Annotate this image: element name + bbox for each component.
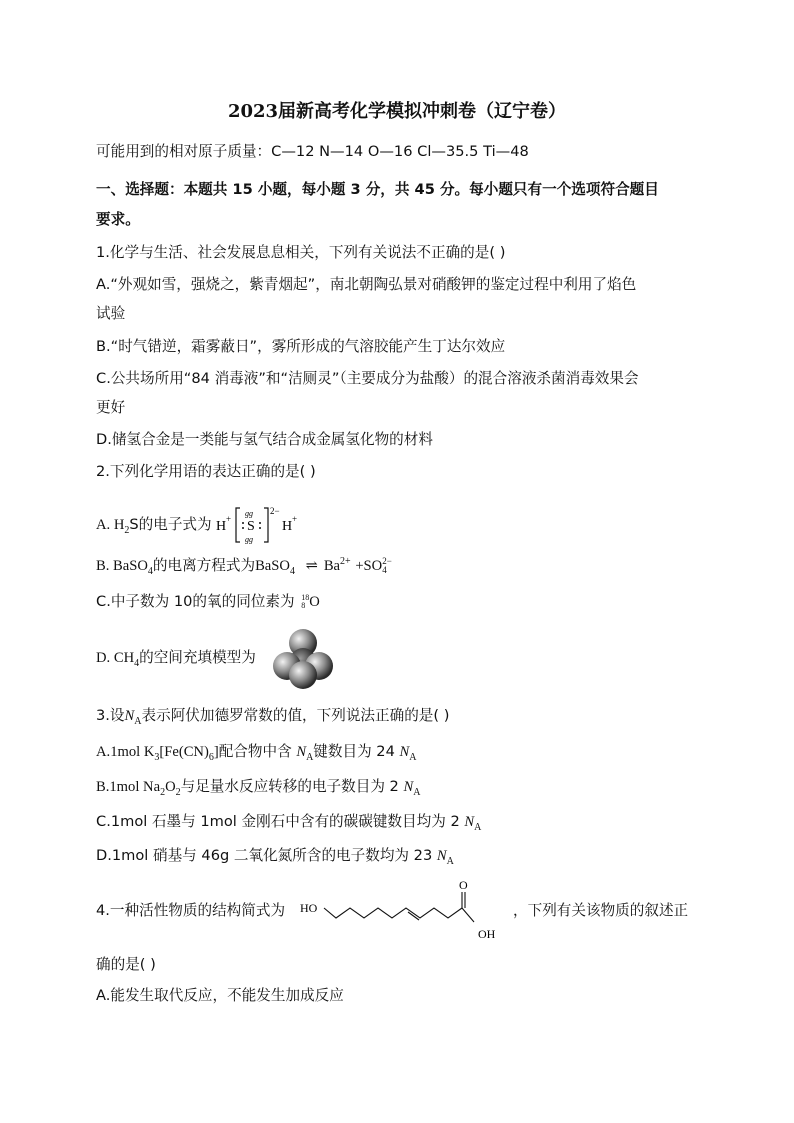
s-atom: S: [247, 519, 256, 534]
q1-option-a-line-2: 试验: [96, 305, 126, 322]
q2-option-d: D. $CH_4$的空间充填模型为: [96, 649, 256, 669]
h-atom-right: H: [282, 519, 293, 534]
q4-stem-suffix: ，下列有关该物质的叙述正: [513, 902, 689, 919]
q2-stem: 2.下列化学用语的表达正确的是( ): [96, 463, 316, 480]
q1-option-b: B.“时气错逆，霜雾蔽日”，雾所形成的气溶胶能产生丁达尔效应: [96, 338, 506, 355]
electron-pair-bottom: gg: [245, 535, 254, 544]
h-charge-right: +: [292, 514, 298, 524]
active-substance-structure: [298, 878, 508, 944]
q4-option-a: A.能发生取代反应，不能发生加成反应: [96, 987, 344, 1004]
atomic-masses: 可能用到的相对原子质量：C—12 N—14 O—16 Cl—35.5 Ti—48: [96, 143, 529, 160]
q1-option-a-line-1: A.“外观如雪，强烧之，紫青烟起”，南北朝陶弘景对硝酸钾的鉴定过程中利用了焰色: [96, 276, 637, 293]
q4-stem-prefix: 4.一种活性物质的结构简式为: [96, 902, 286, 919]
q2-option-c: C.中子数为 10的氧的同位素为 18 8 O: [96, 593, 320, 610]
right-bracket: [264, 508, 268, 542]
exam-title: 2023届新高考化学模拟冲刺卷（辽宁卷）: [227, 101, 567, 122]
carbonyl-oxygen: O: [459, 878, 468, 892]
q3-option-c: C.1mol 石墨与 1mol 金刚石中含有的碳碳键数目均为 2 $N_A$: [96, 813, 482, 833]
q3-option-d: D.1mol 硝基与 46g 二氧化氮所含的电子数均为 23 $N_A$: [96, 847, 454, 867]
left-bracket: [236, 508, 240, 542]
q1-option-c-line-2: 更好: [96, 399, 126, 416]
q3-option-b: B.1mol $Na_2O_2$与足量水反应转移的电子数目为 2 $N_A$: [96, 778, 421, 798]
q3-option-a: A.1mol $K_3[Fe(CN)_6]$配合物中含 $N_A$键数目为 24 $N_A$: [96, 743, 417, 763]
h2s-electron-formula: [216, 504, 312, 546]
acid-oh-bond: [462, 908, 474, 922]
methane-space-filling-model: [270, 626, 336, 690]
q1-option-c-line-1: C.公共场所用“84 消毒液”和“洁厕灵”（主要成分为盐酸）的混合溶液杀菌消毒效果会: [96, 370, 639, 387]
isotope-notation: 18 8: [301, 593, 310, 610]
section-heading-line-2: 要求。: [96, 211, 140, 228]
section-heading-line-1: 一、选择题：本题共 15 小题，每小题 3 分，共 45 分。每小题只有一个选项符合题目: [96, 181, 659, 198]
hydrogen-sphere-bottom: [289, 661, 317, 689]
acid-oh-label: OH: [478, 927, 496, 941]
q3-stem: 3.设$N_A$表示阿伏加德罗常数的值，下列说法正确的是( ): [96, 707, 450, 727]
q4-stem-line-2: 确的是( ): [96, 956, 156, 973]
equilibrium-arrow: ⇌: [305, 558, 318, 574]
h-atom-left: H: [216, 519, 227, 534]
q1-stem: 1.化学与生活、社会发展息息相关，下列有关说法不正确的是( ): [96, 244, 506, 261]
carbon-chain: [324, 908, 462, 918]
electron-pair-top: gg: [245, 509, 254, 518]
s-charge: 2−: [270, 506, 280, 516]
q1-option-d: D.储氢合金是一类能与氢气结合成金属氢化物的材料: [96, 431, 433, 448]
hydroxyl-label: HO: [300, 901, 318, 915]
q2-option-b: B. BaSO$_4$的电离方程式为BaSO$_4$ ⇌ $Ba^{2+} +SO$ 2− 4: [96, 556, 392, 577]
h-charge-left: +: [226, 514, 232, 524]
q2-option-a: A. $H_2S$的电子式为 H + gg S gg 2− H +: [96, 504, 312, 546]
